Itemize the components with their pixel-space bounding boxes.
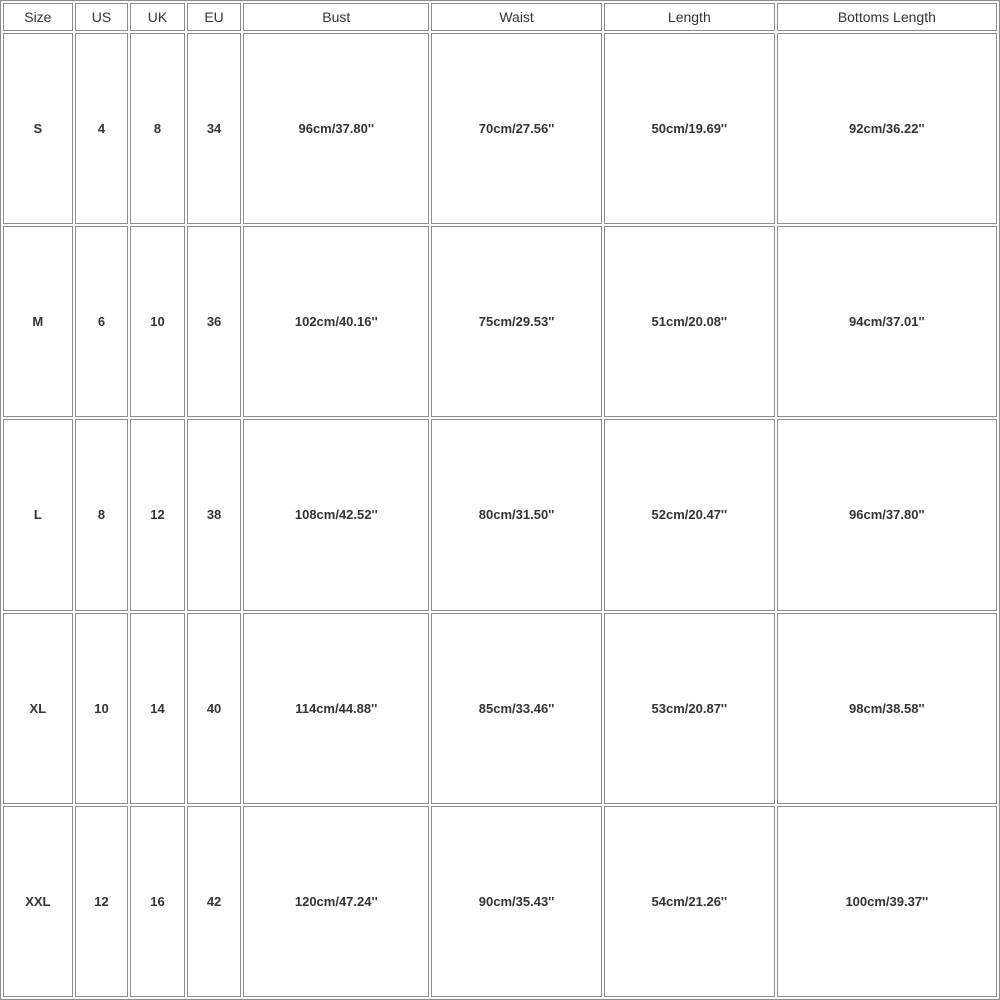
cell-eu: 40: [187, 613, 242, 804]
cell-bottoms-length: 94cm/37.01'': [777, 226, 997, 417]
cell-bottoms-length: 92cm/36.22'': [777, 33, 997, 224]
cell-us: 10: [75, 613, 129, 804]
cell-size: M: [3, 226, 73, 417]
cell-uk: 16: [130, 806, 185, 997]
table-row: [3, 613, 997, 804]
cell-size: S: [3, 33, 73, 224]
cell-us: 8: [75, 419, 129, 610]
header-bust: Bust: [243, 3, 429, 31]
header-size: Size: [3, 3, 73, 31]
cell-uk: 8: [130, 33, 185, 224]
cell-size: L: [3, 419, 73, 610]
table-header: [3, 3, 997, 31]
cell-eu: 36: [187, 226, 242, 417]
cell-size: XXL: [3, 806, 73, 997]
cell-size: XL: [3, 613, 73, 804]
cell-us: 6: [75, 226, 129, 417]
cell-bust: 96cm/37.80'': [243, 33, 429, 224]
cell-us: 4: [75, 33, 129, 224]
header-us: US: [75, 3, 129, 31]
cell-length: 54cm/21.26'': [604, 806, 775, 997]
cell-uk: 14: [130, 613, 185, 804]
header-waist: Waist: [431, 3, 602, 31]
cell-length: 53cm/20.87'': [604, 613, 775, 804]
cell-waist: 90cm/35.43'': [431, 806, 602, 997]
table-row: [3, 33, 997, 224]
cell-length: 50cm/19.69'': [604, 33, 775, 224]
header-length: Length: [604, 3, 775, 31]
cell-bust: 102cm/40.16'': [243, 226, 429, 417]
cell-waist: 85cm/33.46'': [431, 613, 602, 804]
cell-bust: 114cm/44.88'': [243, 613, 429, 804]
cell-waist: 70cm/27.56'': [431, 33, 602, 224]
cell-bust: 108cm/42.52'': [243, 419, 429, 610]
cell-bottoms-length: 100cm/39.37'': [777, 806, 997, 997]
cell-eu: 34: [187, 33, 242, 224]
cell-waist: 80cm/31.50'': [431, 419, 602, 610]
header-bottoms-length: Bottoms Length: [777, 3, 997, 31]
table-body: [3, 33, 997, 997]
table-row: [3, 226, 997, 417]
cell-waist: 75cm/29.53'': [431, 226, 602, 417]
cell-eu: 38: [187, 419, 242, 610]
cell-bottoms-length: 96cm/37.80'': [777, 419, 997, 610]
cell-bust: 120cm/47.24'': [243, 806, 429, 997]
cell-length: 51cm/20.08'': [604, 226, 775, 417]
cell-length: 52cm/20.47'': [604, 419, 775, 610]
header-eu: EU: [187, 3, 242, 31]
cell-bottoms-length: 98cm/38.58'': [777, 613, 997, 804]
table-row: [3, 419, 997, 610]
cell-eu: 42: [187, 806, 242, 997]
header-uk: UK: [130, 3, 185, 31]
cell-us: 12: [75, 806, 129, 997]
header-row: [3, 3, 997, 31]
cell-uk: 12: [130, 419, 185, 610]
cell-uk: 10: [130, 226, 185, 417]
table-row: [3, 806, 997, 997]
